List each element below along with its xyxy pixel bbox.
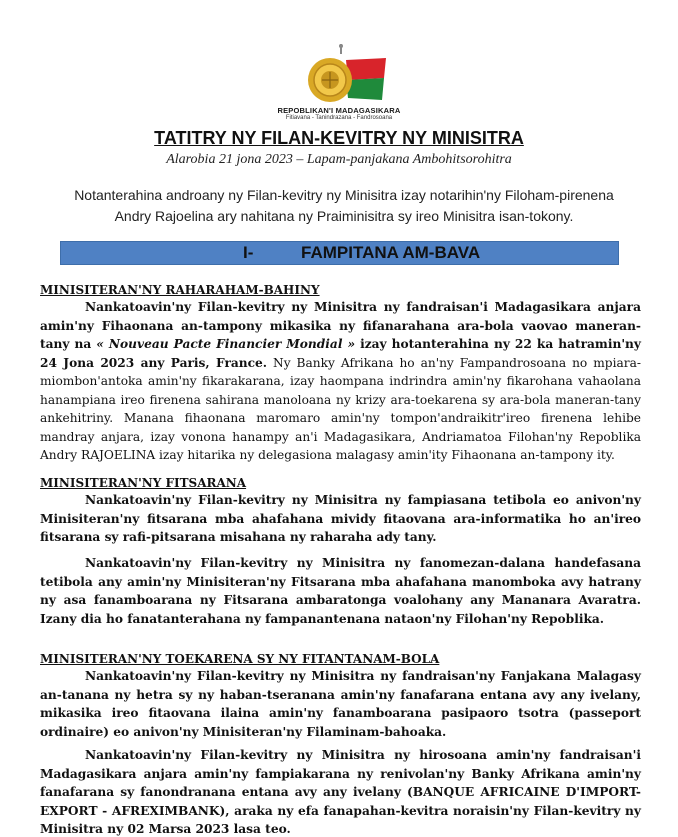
paragraph-text: Nankatoavin'ny Filan-kevitry ny Minisitra ny hirosoana amin'ny fandraisan'i Madagasikara anjara amin'ny fampiakarana ny renivolan'ny Banky Afrikana amin'ny fanafarana sy fanondranana entana avy any ivelany (BANQUE AFRICAINE D'IMPORT-EXPORT - AFREXIMBANK), araka ny efa fanapahan-kevitra noraisin'ny Filan-kevitry ny Minisitra ny 02 Marsa 2023 lasa teo. — [40, 748, 641, 836]
paragraph-bold-text: Nankatoavin'ny Filan-kevitry ny Minisitra ny fandraisan'i Madagasikara anjara amin'ny Fihaonana an-tampony mikasika ny fifanarahana ara-bola vaovao maneran-tany na — [40, 300, 641, 351]
national-seal-icon — [296, 44, 388, 106]
pact-name: « Nouveau Pacte Financier Mondial » — [96, 337, 356, 351]
document-title: TATITRY NY FILAN-KEVITRY NY MINISITRA — [154, 128, 524, 148]
section-title: FAMPITANA AM-BAVA — [301, 243, 481, 262]
ministry-heading: MINISITERAN'NY RAHARAHAM-BAHINY — [40, 283, 320, 297]
paragraph-text: Ny Banky Afrikana ho an'ny Fampandrosoana no mpiara-miombon'antoka amin'ny fikarakarana, izay haompana indrindra amin'ny fikarohana vahaolana hanampiana ireo firenena sahirana manoloana ny krizy ara-toekarena sy ara-bola maneran-tany ankehitriny. Manana fihaonana maromaro amin'ny tompon'andraikitr'ireo firenena lehibe mandray anjara, izay vonona hanampy an'i Madagasikara, Andriamatoa Filohan'ny Repoblika Andry RAJOELINA izay hitarika ny delegasiona malagasy amin'ity Fihaonana an-tampony ity. — [40, 355, 641, 462]
paragraph-text: Nankatoavin'ny Filan-kevitry ny Minisitra ny fandraisan'ny Fanjakana Malagasy an-tanana ny hetra sy ny haban-tseranana amin'ny fanafarana entana avy any ivelany, mikasika ireo fitaovana ilaina amin'ny fanamboarana pasipaoro tsotra (passeport ordinaire) eo anivon'ny Minisiteran'ny Filaminam-bahoaka. — [40, 669, 641, 739]
section-number: I- — [243, 243, 254, 262]
ministry-paragraph — [40, 746, 641, 837]
paragraph-text: Nankatoavin'ny Filan-kevitry ny Minisitra ny fampiasana tetibola eo anivon'ny Minisiteran'ny fitsarana mba ahafahana mividy fitaovana ara-informatika ho an'ireo fitsarana sy rafi-pitsarana misahana ny raharaha ady tany. — [40, 493, 641, 544]
ministry-paragraph — [40, 491, 641, 547]
paragraph-text: Nankatoavin'ny Filan-kevitry ny Minisitra ny fanomezan-dalana handefasana tetibola any amin'ny Minisiteran'ny Fitsarana mba ahafahana manomboka avy hatrany ny asa fanamboarana ny Fitsarana ambaratonga voalohany any Mananara Avaratra. Izany dia ho fanatanterahana ny fampanantenana nataon'ny Filohan'ny Repoblika. — [40, 556, 641, 626]
ministry-heading: MINISITERAN'NY TOEKARENA SY NY FITANTANAM-BOLA — [40, 652, 440, 666]
ministry-paragraph — [40, 667, 641, 741]
ministry-heading: MINISITERAN'NY FITSARANA — [40, 476, 247, 490]
ministry-paragraph — [40, 554, 641, 628]
document-subtitle: Alarobia 21 jona 2023 – Lapam-panjakana Ambohitsorohitra — [166, 152, 512, 167]
ministry-paragraph — [40, 298, 641, 465]
intro-paragraph: Notanterahina androany ny Filan-kevitry ny Minisitra izay notarihin'ny Filoham-pirenena Andry Rajoelina ary nahitana ny Praiminisitra sy ireo Minisitra isan-tokony. — [74, 187, 614, 224]
republic-name: REPOBLIKAN'I MADAGASIKARA — [277, 106, 401, 115]
section-header — [60, 241, 619, 265]
republic-motto: Fitiavana - Tanindrazana - Fandrosoana — [285, 115, 393, 121]
paragraph-bold-text: izay hotanterahina ny 22 ka hatramin'ny 24 Jona 2023 any Paris, France. — [40, 337, 641, 370]
